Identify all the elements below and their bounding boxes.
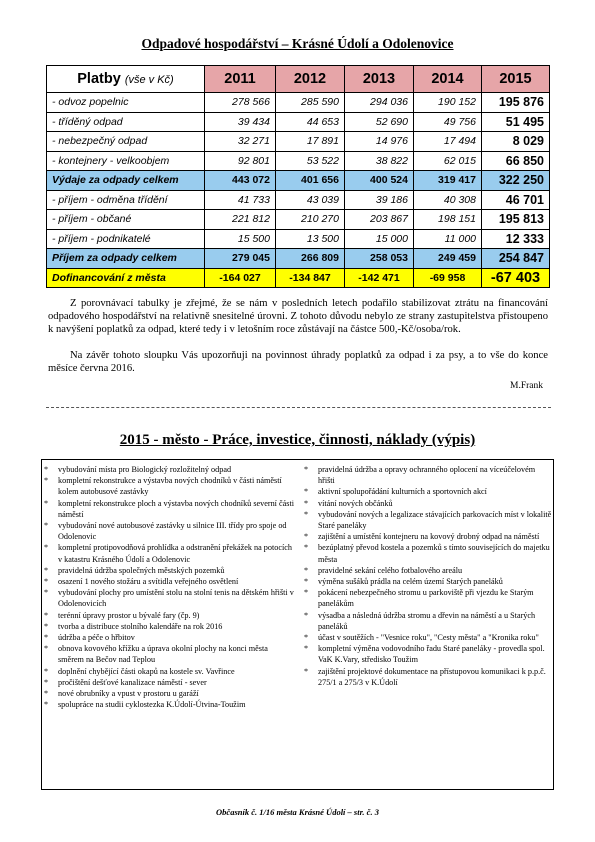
list-item	[304, 632, 552, 643]
value-cell: 53 522	[276, 151, 345, 171]
waste-finance-table	[46, 65, 550, 288]
bullet-star-icon: *	[304, 487, 309, 497]
list-item	[304, 587, 552, 609]
table-row	[47, 190, 550, 210]
signature: M.Frank	[510, 381, 543, 391]
bullet-star-icon: *	[304, 565, 309, 575]
row-label: - příjem - podnikatelé	[47, 229, 205, 249]
value-cell: 203 867	[345, 210, 414, 230]
list-item-text: kompletní rekonstrukce a výstavba nových chodníků v části náměstí kolem autobusové zastávky	[58, 476, 282, 497]
list-item-text: nové obrubníky a vpust v prostoru u garáží	[58, 689, 199, 699]
value-cell: 13 500	[276, 229, 345, 249]
list-item	[44, 565, 294, 576]
value-cell: 17 891	[276, 132, 345, 152]
list-item-text: pročištění dešťové kanalizace náměstí - sever	[58, 677, 207, 687]
row-label: - příjem - odměna třídění	[47, 190, 205, 210]
section-title-works: 2015 - město - Práce, investice, činnosti, náklady (výpis)	[119, 432, 476, 448]
value-cell: 43 039	[276, 190, 345, 210]
bullet-star-icon: *	[44, 689, 49, 699]
year-header: 2015	[482, 66, 550, 93]
bullet-star-icon: *	[44, 521, 49, 531]
value-cell-2015: 66 850	[482, 151, 550, 171]
table-header-row	[47, 66, 550, 93]
value-cell: 278 566	[205, 93, 276, 113]
year-header: 2012	[276, 66, 345, 93]
list-item	[304, 509, 552, 531]
list-item-text: doplnění chybějící části okapů na kostele sv. Vavřince	[58, 666, 235, 676]
list-item	[304, 542, 552, 564]
bullet-star-icon: *	[44, 498, 49, 508]
value-cell: 39 434	[205, 112, 276, 132]
list-item	[44, 475, 294, 497]
value-cell: 249 459	[414, 249, 482, 269]
row-label: - nebezpečný odpad	[47, 132, 205, 152]
bullet-star-icon: *	[44, 543, 49, 553]
section-divider	[46, 407, 551, 408]
list-item	[44, 576, 294, 587]
bullet-star-icon: *	[44, 666, 49, 676]
bullet-star-icon: *	[304, 588, 309, 598]
value-cell: 210 270	[276, 210, 345, 230]
list-item-text: výsadba a následná údržba stromu a dřevin na náměstí a u Starých paneláků	[318, 610, 536, 631]
section-title-waste: Odpadové hospodářství – Krásné Údolí a Odolenovice	[141, 36, 454, 51]
value-cell: 258 053	[345, 249, 414, 269]
year-header: 2013	[345, 66, 414, 93]
list-item-text: výměna sušáků prádla na celém území Starých paneláků	[318, 577, 503, 587]
value-cell: 92 801	[205, 151, 276, 171]
year-header: 2011	[205, 66, 276, 93]
value-cell: 41 733	[205, 190, 276, 210]
list-item	[44, 542, 294, 564]
value-cell-2015: 51 495	[482, 112, 550, 132]
table-row	[47, 151, 550, 171]
value-cell: -164 027	[205, 268, 276, 288]
list-item-text: údržba a péče o hřbitov	[58, 633, 135, 643]
value-cell: 49 756	[414, 112, 482, 132]
list-item-text: aktivní spolupořádání kulturních a sportovních akcí	[318, 487, 487, 497]
list-item	[44, 610, 294, 621]
bullet-star-icon: *	[44, 465, 49, 474]
value-cell: 221 812	[205, 210, 276, 230]
list-item	[304, 531, 552, 542]
row-label: Dofinancování z města	[47, 268, 205, 288]
bullet-star-icon: *	[304, 465, 309, 474]
value-cell: 190 152	[414, 93, 482, 113]
list-item	[304, 565, 552, 576]
table-row	[47, 268, 550, 288]
list-item	[44, 643, 294, 665]
bullet-star-icon: *	[44, 677, 49, 687]
bullet-star-icon: *	[44, 610, 49, 620]
bullet-star-icon: *	[304, 532, 309, 542]
header-label-cell	[47, 66, 205, 93]
row-label: - tříděný odpad	[47, 112, 205, 132]
value-cell: 279 045	[205, 249, 276, 269]
bullet-star-icon: *	[304, 666, 309, 676]
table-row	[47, 229, 550, 249]
bullet-star-icon: *	[44, 633, 49, 643]
list-item	[44, 632, 294, 643]
list-item	[44, 699, 294, 710]
list-item	[304, 498, 552, 509]
value-cell: 400 524	[345, 171, 414, 191]
value-cell-2015: -67 403	[482, 268, 550, 288]
list-item-text: vybudování plochy pro umístění stolu na stolní tenis na dětském hřišti v Odolenovicích	[58, 588, 294, 609]
list-item-text: kompletní výměna vodovodního řadu Staré paneláky - provedla spol. VaK K.Vary, středisko Toužim	[318, 644, 545, 665]
list-item	[44, 520, 294, 542]
value-cell-2015: 322 250	[482, 171, 550, 191]
works-list-left	[44, 464, 294, 710]
list-item-text: zajištění a umístění kontejneru na kovový drobný odpad na náměstí	[318, 532, 540, 542]
list-item-text: pravidelná údržba a opravy ochranného oplocení na víceúčelovém hřišti	[318, 465, 536, 486]
bullet-star-icon: *	[44, 565, 49, 575]
row-label: Výdaje za odpady celkem	[47, 171, 205, 191]
list-item	[44, 587, 294, 609]
value-cell-2015: 12 333	[482, 229, 550, 249]
list-item-text: kompletní protipovodňová prohlídka a odstranění překážek na potocích v katastru Krásného Údolí a Odolenovic	[58, 543, 292, 564]
table-row	[47, 93, 550, 113]
list-item-text: osazení 1 nového stožáru a svítidla veřejného osvětlení	[58, 577, 239, 587]
value-cell-2015: 254 847	[482, 249, 550, 269]
value-cell: 198 151	[414, 210, 482, 230]
value-cell: 15 000	[345, 229, 414, 249]
list-item-text: vybudování nové autobusové zastávky u silnice III. třídy pro spoje od Odolenovic	[58, 521, 287, 542]
list-item	[304, 666, 552, 688]
works-list-right	[304, 464, 552, 688]
bullet-star-icon: *	[304, 644, 309, 654]
list-item	[304, 643, 552, 665]
value-cell: -69 958	[414, 268, 482, 288]
bullet-star-icon: *	[304, 633, 309, 643]
value-cell: 266 809	[276, 249, 345, 269]
value-cell: 39 186	[345, 190, 414, 210]
row-label: - kontejnery - velkoobjem	[47, 151, 205, 171]
bullet-star-icon: *	[44, 577, 49, 587]
value-cell: 319 417	[414, 171, 482, 191]
bullet-star-icon: *	[44, 644, 49, 654]
bullet-star-icon: *	[304, 543, 309, 553]
value-cell: -142 471	[345, 268, 414, 288]
list-item	[44, 666, 294, 677]
value-cell: 52 690	[345, 112, 414, 132]
list-item-text: spolupráce na studii cyklostezka K.Údolí-Útvina-Toužim	[58, 700, 246, 710]
value-cell: 15 500	[205, 229, 276, 249]
value-cell: 40 308	[414, 190, 482, 210]
page-footer: Občasník č. 1/16 města Krásné Údolí – str. č. 3	[216, 807, 379, 817]
paragraph-reminder: Na závěr tohoto sloupku Vás upozorňuji na povinnost úhrady poplatků za odpad i za psy, a to vše do konce měsíce června 2016.	[48, 350, 548, 374]
list-item-text: zajištění projektové dokumentace na přístupovou komunikaci k p.p.č. 275/1 a 275/3 v K.Údolí	[318, 666, 546, 687]
bullet-star-icon: *	[44, 476, 49, 486]
list-item-text: pravidelné sekání celého fotbalového areálu	[318, 565, 463, 575]
value-cell-2015: 195 813	[482, 210, 550, 230]
bullet-star-icon: *	[44, 588, 49, 598]
value-cell: 443 072	[205, 171, 276, 191]
value-cell-2015: 8 029	[482, 132, 550, 152]
list-item-text: terénní úpravy prostor u bývalé fary (čp. 9)	[58, 610, 200, 620]
value-cell: 44 653	[276, 112, 345, 132]
list-item-text: pravidelná údržba společných městských pozemků	[58, 565, 225, 575]
list-item	[44, 464, 294, 475]
list-item	[44, 677, 294, 688]
value-cell: 294 036	[345, 93, 414, 113]
list-item-text: tvorba a distribuce stolního kalendáře na rok 2016	[58, 621, 223, 631]
value-cell: 11 000	[414, 229, 482, 249]
value-cell: 62 015	[414, 151, 482, 171]
list-item	[44, 621, 294, 632]
list-item	[304, 610, 552, 632]
list-item-text: vítání nových občánků	[318, 498, 393, 508]
table-row	[47, 132, 550, 152]
row-label: - odvoz popelnic	[47, 93, 205, 113]
list-item	[304, 486, 552, 497]
bullet-star-icon: *	[44, 621, 49, 631]
table-row	[47, 112, 550, 132]
list-item-text: bezúplatný převod kostela a pozemků s tímto souvisejících do majetku města	[318, 543, 550, 564]
header-sublabel: (vše v Kč)	[124, 74, 174, 86]
value-cell: 32 271	[205, 132, 276, 152]
year-header: 2014	[414, 66, 482, 93]
bullet-star-icon: *	[304, 610, 309, 620]
bullet-star-icon: *	[304, 498, 309, 508]
value-cell: 285 590	[276, 93, 345, 113]
list-item-text: účast v soutěžích - "Vesnice roku", "Cesty města" a "Kronika roku"	[318, 633, 539, 643]
bullet-star-icon: *	[304, 509, 309, 519]
value-cell: -134 847	[276, 268, 345, 288]
paragraph-summary: Z porovnávací tabulky je zřejmé, že se nám v posledních letech podařilo stabilizovat ztrátu na financování odpadového hospodářství na relativně snesitelné úrovni. Z tohoto důvodu nebylo ze strany zastupitelstva přistoupeno k navýšení poplatků za odpad, které tedy i v letošním roce zůstávají na částce 500,-Kč/osoba/rok.	[48, 298, 548, 335]
header-label: Platby	[77, 71, 121, 87]
list-item	[304, 576, 552, 587]
list-item	[44, 688, 294, 699]
table-row	[47, 249, 550, 269]
value-cell: 401 656	[276, 171, 345, 191]
list-item-text: obnova kovového křížku a úprava okolní plochy na konci města směrem na Bečov nad Teplou	[58, 644, 268, 665]
works-list-box	[41, 459, 554, 790]
row-label: - příjem - občané	[47, 210, 205, 230]
value-cell: 38 822	[345, 151, 414, 171]
value-cell: 17 494	[414, 132, 482, 152]
table-row	[47, 171, 550, 191]
list-item-text: pokácení nebezpečného stromu u parkoviště při vjezdu ke Starým panelákům	[318, 588, 534, 609]
value-cell-2015: 46 701	[482, 190, 550, 210]
value-cell: 14 976	[345, 132, 414, 152]
value-cell-2015: 195 876	[482, 93, 550, 113]
list-item	[44, 498, 294, 520]
list-item-text: vybudování místa pro Biologický rozložitelný odpad	[58, 465, 232, 474]
bullet-star-icon: *	[44, 700, 49, 710]
bullet-star-icon: *	[304, 577, 309, 587]
list-item-text: kompletní rekonstrukce ploch a výstavba nových chodníků severní části náměstí	[58, 498, 295, 519]
row-label: Příjem za odpady celkem	[47, 249, 205, 269]
list-item-text: vybudování nových a legalizace stávajících parkovacích míst v lokalitě Staré paneláky	[318, 509, 552, 531]
list-item	[304, 464, 552, 486]
table-row	[47, 210, 550, 230]
